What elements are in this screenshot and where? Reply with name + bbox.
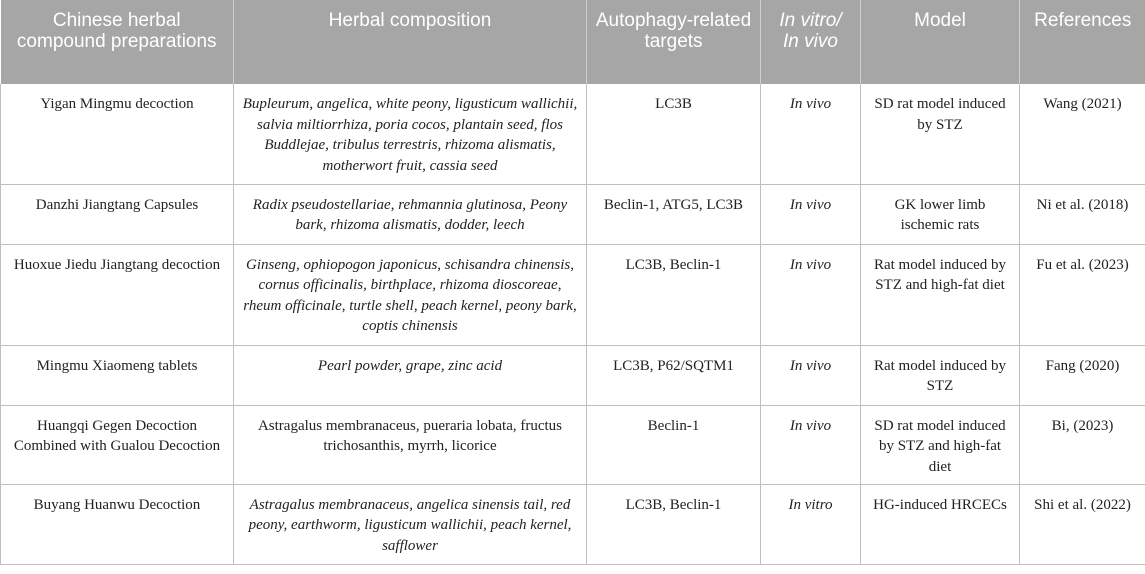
cell-targets: LC3B, P62/SQTM1 [587, 345, 761, 405]
table-row [1, 184, 1145, 244]
cell-preparation: Huangqi Gegen Decoction Combined with Gualou Decoction [1, 405, 234, 484]
cell-targets: LC3B, Beclin-1 [587, 484, 761, 564]
cell-model: SD rat model induced by STZ and high-fat diet [861, 405, 1020, 484]
cell-reference: Wang (2021) [1020, 84, 1145, 184]
cell-vitro-vivo: In vivo [761, 345, 861, 405]
cell-composition: Radix pseudostellariae, rehmannia glutinosa, Peony bark, rhizoma alismatis, dodder, leech [234, 184, 587, 244]
cell-vitro-vivo: In vivo [761, 84, 861, 184]
cell-preparation: Mingmu Xiaomeng tablets [1, 345, 234, 405]
cell-model: Rat model induced by STZ and high-fat diet [861, 244, 1020, 345]
cell-reference: Shi et al. (2022) [1020, 484, 1145, 564]
cell-reference: Ni et al. (2018) [1020, 184, 1145, 244]
cell-reference: Fu et al. (2023) [1020, 244, 1145, 345]
cell-vitro-vivo: In vivo [761, 184, 861, 244]
cell-preparation: Huoxue Jiedu Jiangtang decoction [1, 244, 234, 345]
cell-preparation: Danzhi Jiangtang Capsules [1, 184, 234, 244]
cell-model: SD rat model induced by STZ [861, 84, 1020, 184]
table-row [1, 484, 1145, 564]
cell-reference: Bi, (2023) [1020, 405, 1145, 484]
header-preparation: Chinese herbal compound preparations [1, 0, 234, 84]
header-references: References [1020, 0, 1145, 84]
table-row [1, 405, 1145, 484]
header-composition: Herbal composition [234, 0, 587, 84]
cell-model: HG-induced HRCECs [861, 484, 1020, 564]
table-row [1, 244, 1145, 345]
header-targets: Autophagy-related targets [587, 0, 761, 84]
cell-vitro-vivo: In vitro [761, 484, 861, 564]
table-row [1, 84, 1145, 184]
header-model: Model [861, 0, 1020, 84]
cell-composition: Ginseng, ophiopogon japonicus, schisandra chinensis, cornus officinalis, birthplace, rhizoma dioscoreae, rheum officinale, turtle shell, peach kernel, peony bark, coptis chinensis [234, 244, 587, 345]
table-body [1, 84, 1145, 564]
header-row [1, 0, 1145, 84]
cell-composition: Bupleurum, angelica, white peony, ligusticum wallichii, salvia miltiorrhiza, poria cocos, plantain seed, flos Buddlejae, tribulus terrestris, rhizoma alismatis, motherwort fruit, cassia seed [234, 84, 587, 184]
cell-model: GK lower limb ischemic rats [861, 184, 1020, 244]
cell-targets: Beclin-1, ATG5, LC3B [587, 184, 761, 244]
table-header [1, 0, 1145, 84]
cell-reference: Fang (2020) [1020, 345, 1145, 405]
cell-composition: Pearl powder, grape, zinc acid [234, 345, 587, 405]
cell-vitro-vivo: In vivo [761, 405, 861, 484]
cell-targets: Beclin-1 [587, 405, 761, 484]
header-vitro-vivo: In vitro/ In vivo [761, 0, 861, 84]
cell-vitro-vivo: In vivo [761, 244, 861, 345]
cell-preparation: Yigan Mingmu decoction [1, 84, 234, 184]
cell-targets: LC3B, Beclin-1 [587, 244, 761, 345]
cell-composition: Astragalus membranaceus, pueraria lobata, fructus trichosanthis, myrrh, licorice [234, 405, 587, 484]
cell-targets: LC3B [587, 84, 761, 184]
cell-preparation: Buyang Huanwu Decoction [1, 484, 234, 564]
cell-composition: Astragalus membranaceus, angelica sinensis tail, red peony, earthworm, ligusticum wallichii, peach kernel, safflower [234, 484, 587, 564]
table-row [1, 345, 1145, 405]
cell-model: Rat model induced by STZ [861, 345, 1020, 405]
